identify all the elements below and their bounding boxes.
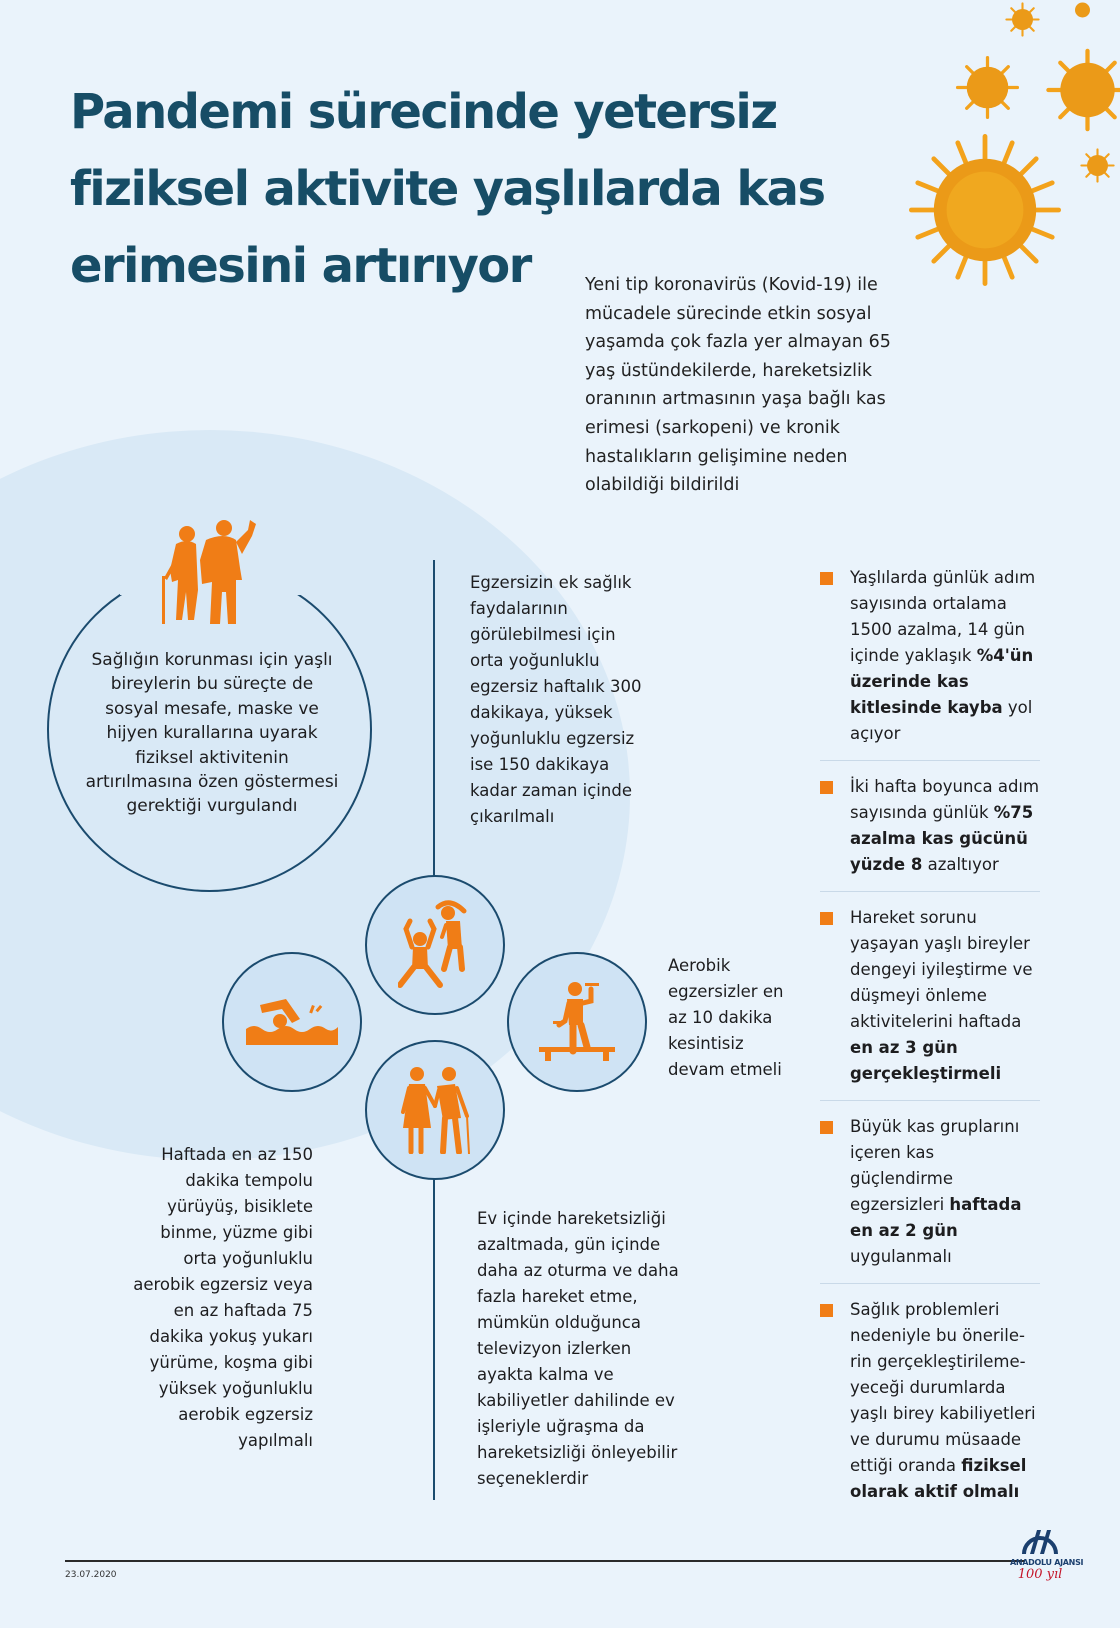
- bullet-square-icon: [820, 1121, 833, 1134]
- swimming-circle: [222, 952, 362, 1092]
- dumbbell-step-icon: [539, 981, 615, 1063]
- walking-couple-icon: [397, 1066, 473, 1154]
- publish-date: 23.07.2020: [65, 1570, 117, 1580]
- intro-paragraph: Yeni tip koronavirüs (Kovid-19) ile mücadele sürecinde etkin sosyal yaşamda çok fazla yer almayan 65 yaş üstündekilerde, hareketsizlik oranının artmasının yaşa bağlı kas erimesi (sarkopeni) ve kronik hastalıkların gelişimine neden olabildiği bildirildi: [585, 275, 891, 496]
- facts-list: [820, 565, 1040, 1531]
- list-item: Sağlık problemleri nedeniyle bu önerile-rin gerçekleştirileme-yeceği durumlarda yaşlı birey kabiliyetleri ve durumu müsaade ettiği oranda fiziksel olarak aktif olmalı: [820, 1297, 1040, 1518]
- virus-icon: [955, 55, 1020, 120]
- list-item: Hareket sorunu yaşayan yaşlı bireyler dengeyi iyileştirme ve düşmeyi önleme aktivitelerini haftada en az 3 gün gerçekleştirmeli: [820, 905, 1040, 1101]
- page-title: Pandemi sürecinde yetersiz fiziksel aktivite yaşlılarda kas erimesini artırıyor: [70, 84, 825, 294]
- stretching-circle: [365, 875, 505, 1015]
- elderly-couple-icon: [162, 520, 257, 632]
- divider-line: [433, 560, 435, 878]
- virus-icon: [1005, 2, 1040, 37]
- walking-couple-circle: [365, 1040, 505, 1180]
- circle-text: Sağlığın korunması için yaşlı bireylerin bu süreçte de sosyal mesafe, maske ve hijyen kurallarına uyarak fiziksel aktivitenin artırılmasına özen göstermesi gerektiği vurgulandı: [85, 650, 339, 817]
- virus-icon: [1045, 45, 1120, 135]
- virus-icon: [905, 130, 1065, 290]
- anadolu-ajansi-logo: ANADOLU AJANSI 100 yıl: [1010, 1520, 1070, 1582]
- home-activity-text: Ev içinde hareketsizliği azaltmada, gün içinde daha az oturma ve daha fazla hareket etme, mümkün olduğunca televizyon izlerken ayakta kalma ve kabiliyetler dahilinde ev işleriyle uğraşma da hareketsizliği önleyebilir seçeneklerdir: [477, 1209, 679, 1488]
- divider-line: [433, 1155, 435, 1500]
- aa-logo-icon: [1021, 1520, 1059, 1554]
- exercise-benefits-text: Egzersizin ek sağlık faydalarının görülebilmesi için orta yoğunluklu egzersiz haftalık 300 dakikaya, yüksek yoğunluklu egzersiz ise 150 dakikaya kadar zaman içinde çıkarılmalı: [470, 573, 642, 826]
- bullet-square-icon: [820, 781, 833, 794]
- virus-icon: [1080, 148, 1115, 183]
- bullet-square-icon: [820, 572, 833, 585]
- bullet-square-icon: [820, 912, 833, 925]
- swimming-icon: [246, 999, 338, 1045]
- stretching-icon: [398, 899, 472, 991]
- list-item: Büyük kas gruplarını içeren kas güçlendirme egzersizleri haftada en az 2 gün uygulanmalı: [820, 1114, 1040, 1284]
- footer-divider: [65, 1560, 1025, 1562]
- dumbbell-step-circle: [507, 952, 647, 1092]
- bullet-square-icon: [820, 1304, 833, 1317]
- list-item: Yaşlılarda günlük adım sayısında ortalama 1500 azalma, 14 gün içinde yaklaşık %4'ün üzerinde kas kitlesinde kayba yol açıyor: [820, 565, 1040, 761]
- aerobic-note: Aerobik egzersizler en az 10 dakika kesintisiz devam etmeli: [668, 956, 784, 1079]
- weekly-recommendation-text: Haftada en az 150 dakika tempolu yürüyüş, bisiklete binme, yüzme gibi orta yoğunluklu aerobik egzersiz veya en az haftada 75 dakika yokuş yukarı yürüme, koşma gibi yüksek yoğunluklu aerobik egzersiz yapılmalı: [133, 1145, 313, 1450]
- list-item: İki hafta boyunca adım sayısında günlük %75 azalma kas gücünü yüzde 8 azaltıyor: [820, 774, 1040, 892]
- virus-icon: [1065, 0, 1100, 25]
